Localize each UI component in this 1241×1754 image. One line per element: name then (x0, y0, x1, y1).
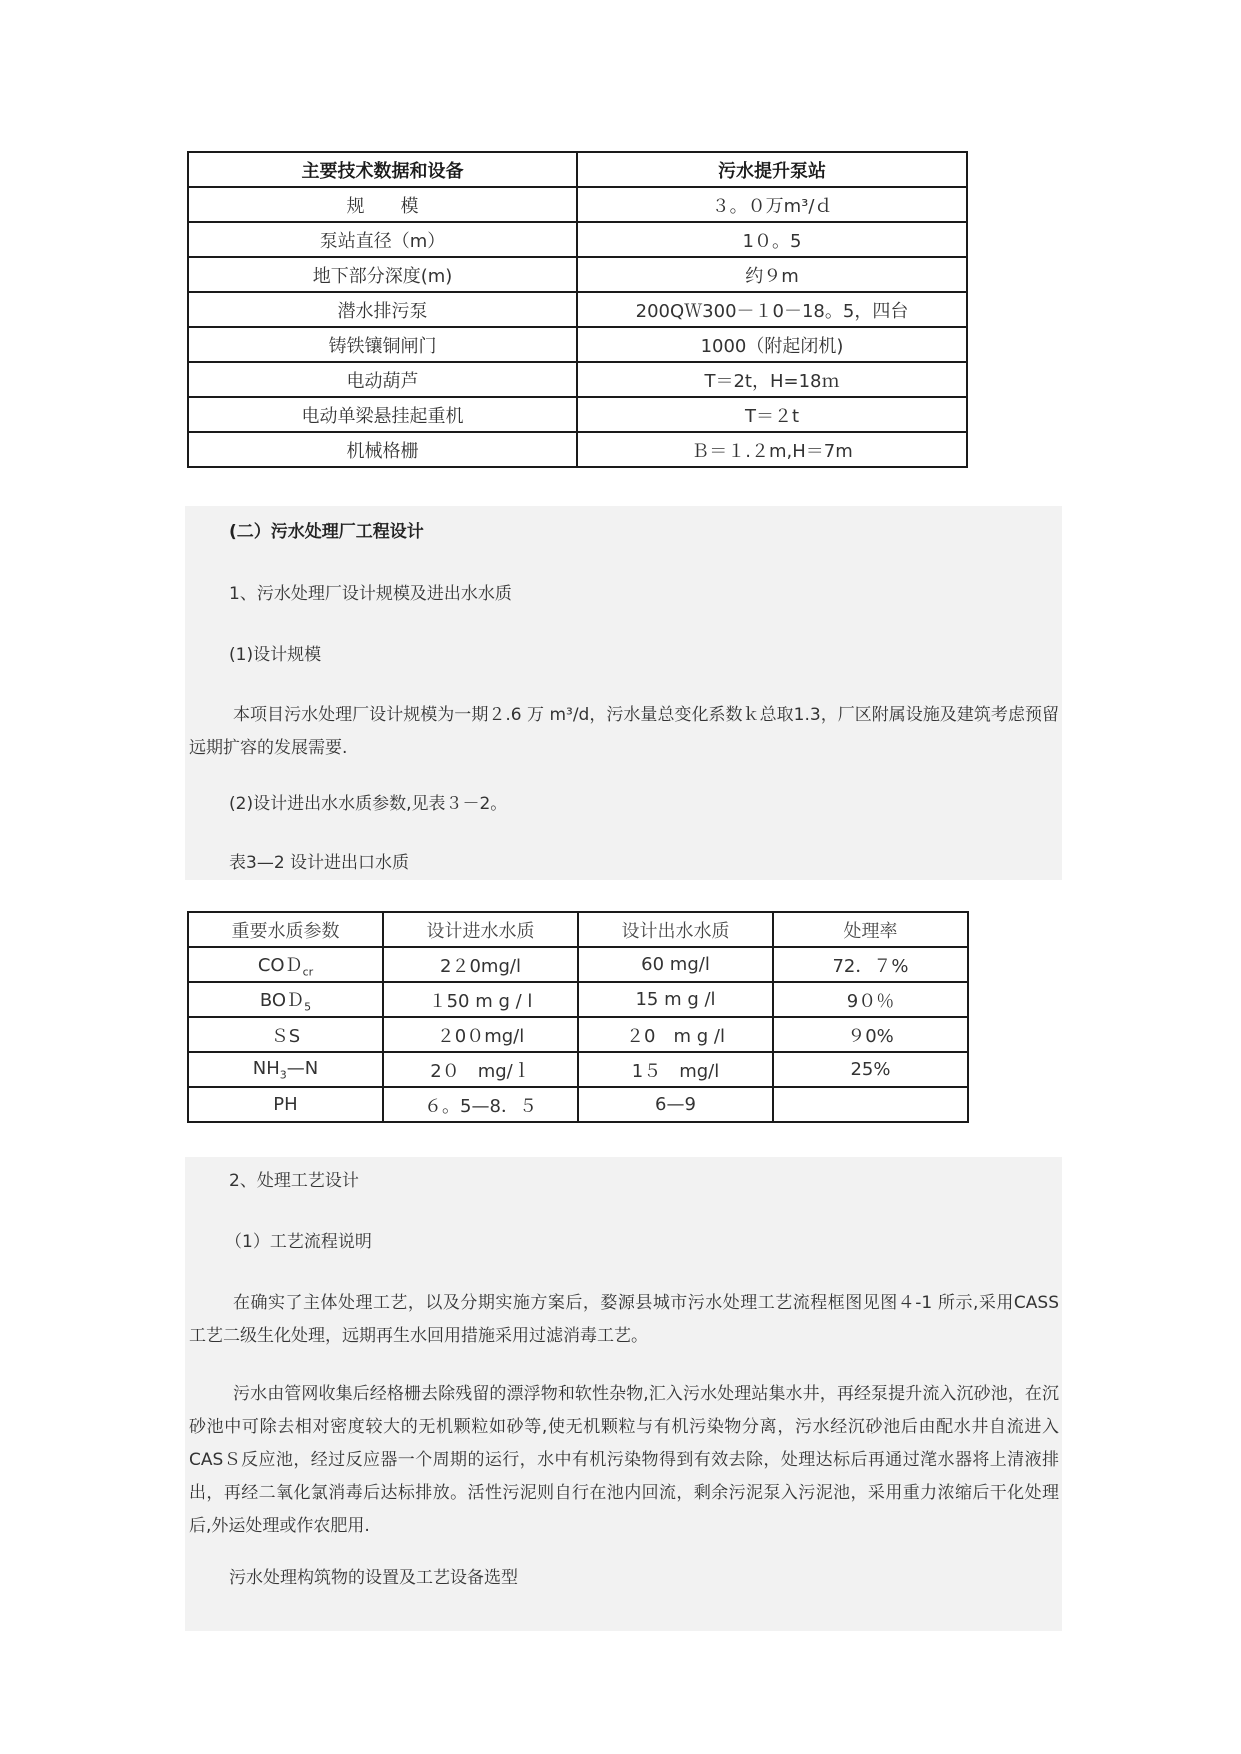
table-cell: 2０ mg/ｌ (383, 1052, 578, 1087)
table-cell: １50 m g / l (383, 982, 578, 1017)
section-heading: (二）污水处理厂工程设计 (229, 522, 424, 542)
table-cell: T＝２t (577, 397, 967, 432)
table-cell: 机械格栅 (188, 432, 577, 467)
table-row (188, 947, 968, 982)
sub-heading: (2)设计进出水水质参数,见表３－2。 (229, 794, 508, 814)
param-name: BOＤ (259, 989, 305, 1011)
table-row (188, 982, 968, 1017)
table-row (188, 257, 967, 292)
table-header-cell: 重要水质参数 (188, 912, 383, 947)
table-cell (773, 1087, 968, 1122)
param-subscript: 3 (279, 1068, 287, 1082)
param-name: COＤ (257, 954, 303, 976)
table-header-cell: 设计进水水质 (383, 912, 578, 947)
table-cell: 72．７% (773, 947, 968, 982)
table-cell: 潜水排污泵 (188, 292, 577, 327)
table-cell: 泵站直径（m） (188, 222, 577, 257)
table-row (188, 222, 967, 257)
table-cell: 60 mg/l (578, 947, 773, 982)
item-heading: 1、污水处理厂设计规模及进出水水质 (229, 584, 512, 604)
table-cell: ２0０mg/l (383, 1017, 578, 1052)
process-section-panel (185, 1157, 1062, 1631)
param-subscript: 5 (304, 1000, 312, 1014)
table-cell: 电动单梁悬挂起重机 (188, 397, 577, 432)
table-header-cell: 污水提升泵站 (577, 152, 967, 187)
table-cell: ３。０万m³/ｄ (577, 187, 967, 222)
closing-line: 污水处理构筑物的设置及工艺设备选型 (229, 1568, 518, 1588)
table-row (188, 432, 967, 467)
table-row (188, 292, 967, 327)
table-row (188, 1087, 968, 1122)
table-cell: 1５ mg/l (578, 1052, 773, 1087)
paragraph: 本项目污水处理厂设计规模为一期２.6 万 m³/d，污水量总变化系数ｋ总取1.3，厂区附属设施及建筑考虑预留远期扩容的发展需要. (189, 705, 1059, 758)
table-cell: 1０。5 (577, 222, 967, 257)
table-row (188, 397, 967, 432)
table-caption: 表3—2 设计进出口水质 (229, 853, 410, 873)
paragraph: 在确实了主体处理工艺，以及分期实施方案后，婺源县城市污水处理工艺流程框图见图４-1 所示,采用CASS 工艺二级生化处理，远期再生水回用措施采用过滤消毒工艺。 (189, 1293, 1059, 1346)
param-cell (188, 1052, 383, 1087)
param-cell (188, 982, 383, 1017)
table-cell: 25% (773, 1052, 968, 1087)
table-row (188, 1052, 968, 1087)
table-cell: 2２0mg/l (383, 947, 578, 982)
sub-heading: (1)设计规模 (229, 645, 322, 665)
table-header-cell: 设计出水水质 (578, 912, 773, 947)
item-heading: 2、处理工艺设计 (229, 1171, 359, 1191)
param-name: PH (273, 1094, 298, 1115)
table-cell: 电动葫芦 (188, 362, 577, 397)
table-cell: 地下部分深度(m) (188, 257, 577, 292)
table-cell: 200QＷ300－１0－18。5，四台 (577, 292, 967, 327)
table-cell: 6—9 (578, 1087, 773, 1122)
table-cell: 15 m g /l (578, 982, 773, 1017)
table-cell: 1000（附起闭机) (577, 327, 967, 362)
table-row (188, 327, 967, 362)
table-cell: ２0 m g /l (578, 1017, 773, 1052)
param-name: NH (252, 1057, 280, 1079)
param-tail: —N (286, 1057, 319, 1079)
param-cell (188, 1087, 383, 1122)
table-row (188, 1017, 968, 1052)
table-header-cell: 主要技术数据和设备 (188, 152, 577, 187)
table-cell: 规 模 (188, 187, 577, 222)
param-cell (188, 947, 383, 982)
sub-heading: （1）工艺流程说明 (225, 1232, 372, 1252)
table-cell: T＝2t，H=18ｍ (577, 362, 967, 397)
table-cell: ６。5—8．５ (383, 1087, 578, 1122)
param-cell (188, 1017, 383, 1052)
table-cell: 约９m (577, 257, 967, 292)
table-cell: 铸铁镶铜闸门 (188, 327, 577, 362)
table-row (188, 187, 967, 222)
pump-station-table (187, 151, 968, 468)
table-cell: ９0% (773, 1017, 968, 1052)
table-header-cell: 处理率 (773, 912, 968, 947)
param-subscript: cr (302, 965, 314, 979)
table-header-row (188, 152, 967, 187)
design-section-panel (185, 506, 1062, 880)
table-header-row (188, 912, 968, 947)
table-cell: Ｂ＝１.２m,H＝7m (577, 432, 967, 467)
table-cell: 9０％ (773, 982, 968, 1017)
paragraph: 污水由管网收集后经格栅去除残留的漂浮物和软性杂物,汇入污水处理站集水井，再经泵提升流入沉砂池，在沉砂池中可除去相对密度较大的无机颗粒如砂等,使无机颗粒与有机污染物分离，污水经沉砂池后由配水井自流进入CASＳ反应池，经过反应器一个周期的运行，水中有机污染物得到有效去除，处理达标后再通过滗水器将上清液排出，再经二氧化氯消毒后达标排放。活性污泥则自行在池内回流，剩余污泥泵入污泥池，采用重力浓缩后干化处理后,外运处理或作农肥用. (189, 1384, 1059, 1536)
param-name: ＳS (270, 1025, 301, 1047)
table-row (188, 362, 967, 397)
water-quality-table (187, 911, 969, 1123)
